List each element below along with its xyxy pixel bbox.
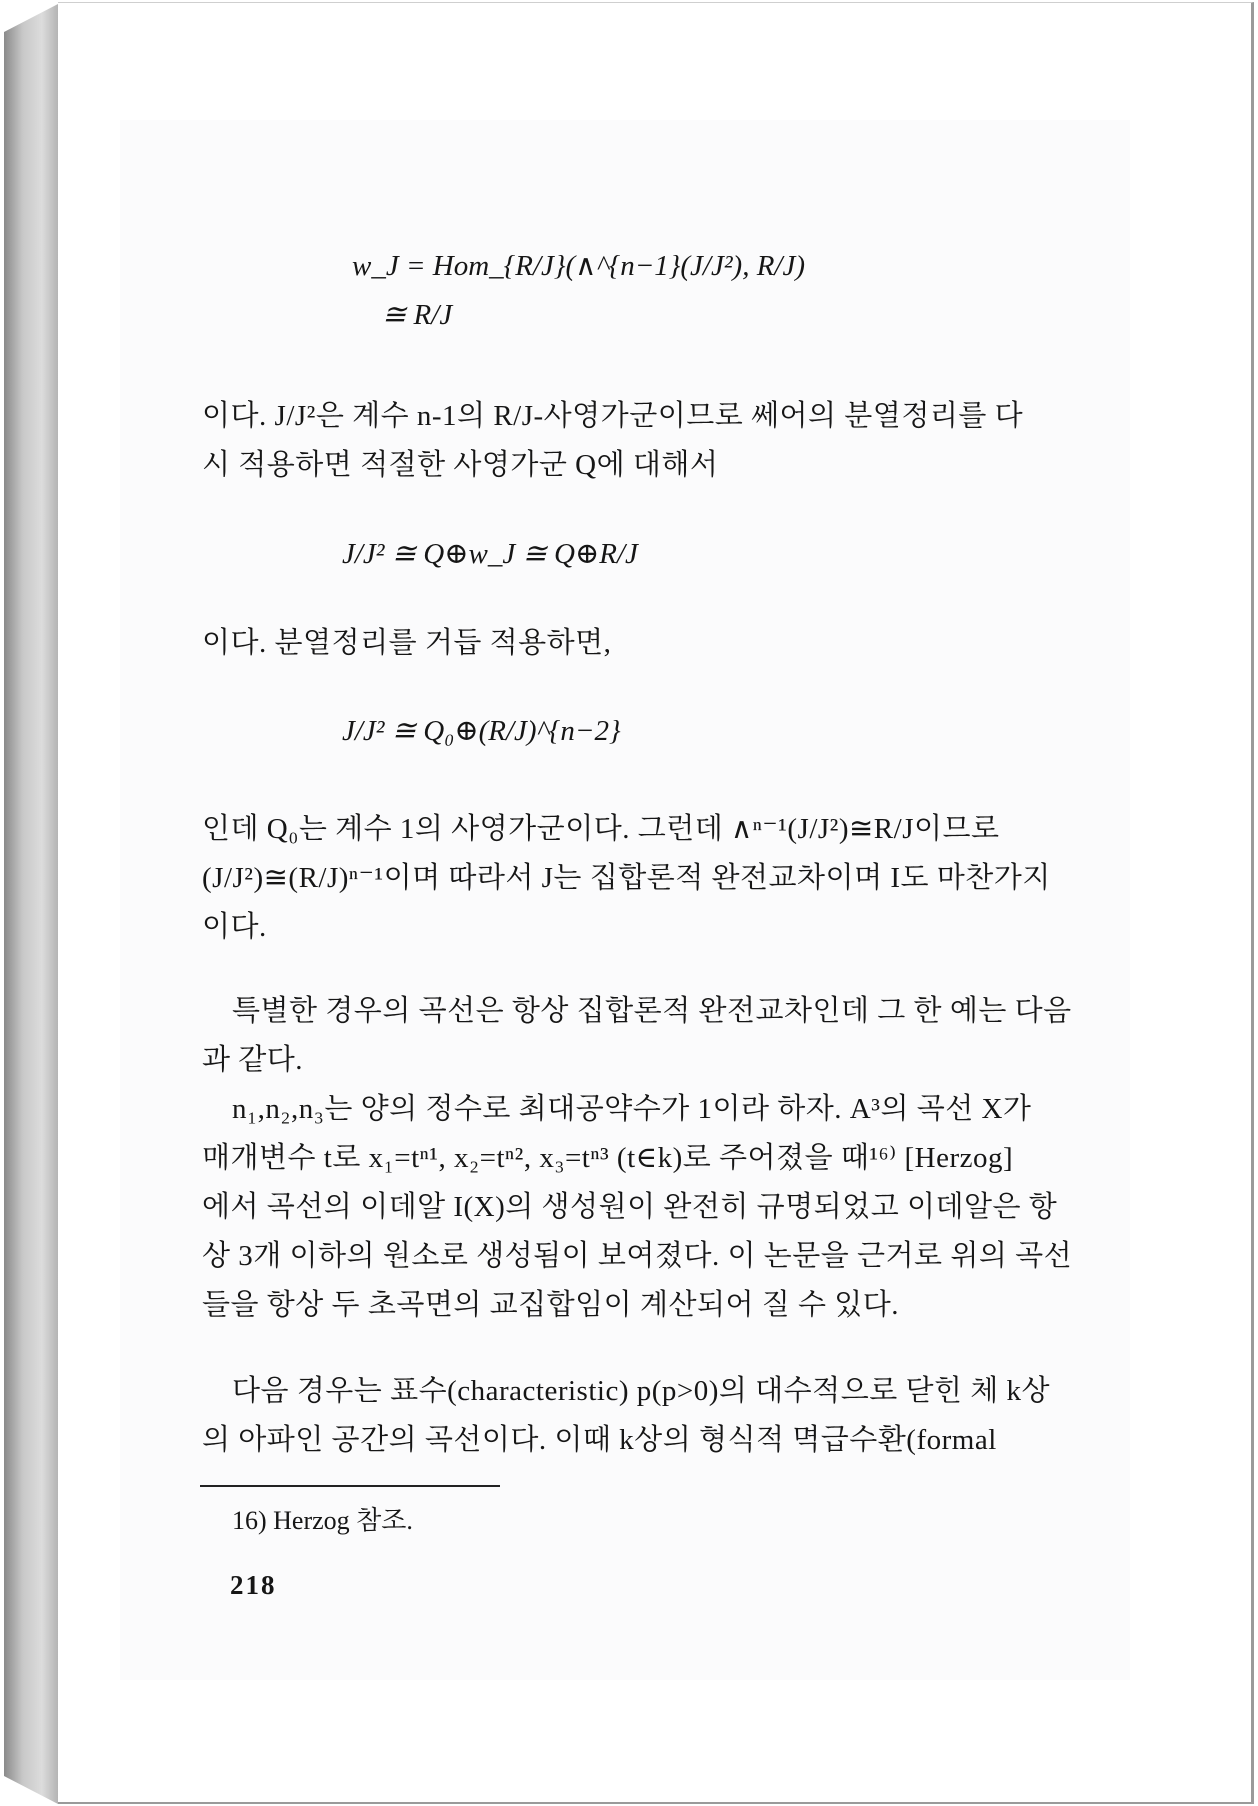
- paragraph-4-line-2: 과 같다.: [202, 1044, 304, 1076]
- paragraph-5-line-5: 들을 항상 두 초곡면의 교집합임이 계산되어 질 수 있다.: [202, 1289, 900, 1321]
- book-spine: [4, 4, 58, 1804]
- paragraph-1-line-1: 이다. J/J²은 계수 n-1의 R/J-사영가군이므로 쎄어의 분열정리를 다: [202, 400, 1024, 432]
- paragraph-3-line-1: 인데 Q₀는 계수 1의 사영가군이다. 그런데 ∧ⁿ⁻¹(J/J²)≅R/J이므로: [202, 813, 1000, 845]
- paragraph-5-line-1: n₁,n₂,n₃는 양의 정수로 최대공약수가 1이라 하자. A³의 곡선 X가: [232, 1093, 1032, 1125]
- equation-1-line-2: ≅ R/J: [382, 299, 453, 331]
- paragraph-1-line-2: 시 적용하면 적절한 사영가군 Q에 대해서: [202, 449, 719, 481]
- paragraph-3-line-3: 이다.: [202, 911, 267, 943]
- paragraph-4-line-1: 특별한 경우의 곡선은 항상 집합론적 완전교차인데 그 한 예는 다음: [232, 995, 1072, 1027]
- paragraph-5-line-3: 에서 곡선의 이데알 I(X)의 생성원이 완전히 규명되었고 이데알은 항: [202, 1191, 1058, 1223]
- equation-2: J/J² ≅ Q⊕w_J ≅ Q⊕R/J: [342, 538, 638, 570]
- footnote-divider: [200, 1485, 500, 1487]
- paragraph-5-line-2: 매개변수 t로 x₁=tⁿ¹, x₂=tⁿ², x₃=tⁿ³ (t∈k)로 주어졌을 때¹⁶⁾ [Herzog]: [202, 1142, 1014, 1174]
- paragraph-3-line-2: (J/J²)≅(R/J)ⁿ⁻¹이며 따라서 J는 집합론적 완전교차이며 I도 마찬가지: [202, 862, 1051, 894]
- equation-1-line-1: w_J = Hom_{R/J}(∧^{n−1}(J/J²), R/J): [352, 250, 805, 282]
- paragraph-2-line-1: 이다. 분열정리를 거듭 적용하면,: [202, 627, 612, 659]
- paragraph-5-line-4: 상 3개 이하의 원소로 생성됨이 보여졌다. 이 논문을 근거로 위의 곡선: [202, 1240, 1073, 1272]
- page-number: 218: [230, 1570, 277, 1600]
- paragraph-6-line-1: 다음 경우는 표수(characteristic) p(p>0)의 대수적으로 닫힌 체 k상: [232, 1375, 1051, 1407]
- paragraph-6-line-2: 의 아파인 공간의 곡선이다. 이때 k상의 형식적 멱급수환(formal: [202, 1424, 997, 1456]
- equation-3: J/J² ≅ Q₀⊕(R/J)^{n−2}: [342, 715, 621, 747]
- footnote-16: 16) Herzog 참조.: [232, 1506, 413, 1535]
